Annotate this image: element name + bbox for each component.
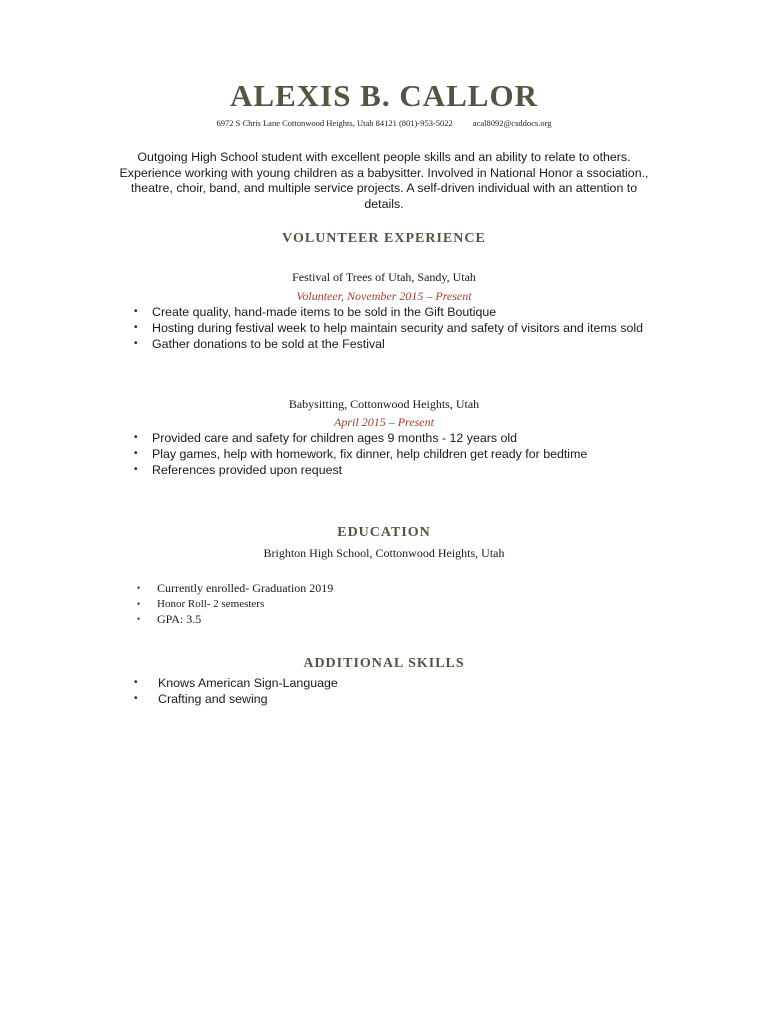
volunteer-heading: VOLUNTEER EXPERIENCE [282, 231, 486, 246]
contact-address: 6972 S Chris Lane Cottonwood Heights, Utah 84121 (801)-953-5022 [216, 118, 453, 128]
list-item-text: GPA: 3.5 [157, 612, 202, 626]
list-item [132, 336, 692, 352]
list-item [132, 430, 692, 446]
list-item [132, 320, 692, 336]
volunteer-bullet-list [132, 304, 692, 352]
list-item-text: Provided care and safety for children ages 9 months - 12 years old [152, 431, 518, 445]
list-item-text: Hosting during festival week to help maintain security and safety of visitors and items sold [152, 321, 644, 335]
list-item-text: Gather donations to be sold at the Festival [152, 337, 385, 351]
bullet-icon: • [134, 677, 138, 688]
list-item-text: Create quality, hand-made items to be sold in the Gift Boutique [152, 305, 497, 319]
list-item-text: Play games, help with homework, fix dinner, help children get ready for bedtime [152, 447, 588, 461]
list-item [132, 304, 692, 320]
entry-date: April 2015 – Present [334, 415, 434, 429]
list-item [132, 675, 338, 691]
list-item-text: Knows American Sign-Language [158, 676, 338, 690]
bullet-icon: • [134, 432, 138, 443]
volunteer-bullet-list [132, 430, 692, 478]
entry-title: Festival of Trees of Utah, Sandy, Utah [292, 270, 476, 284]
contact-line [0, 118, 768, 128]
skills-heading: ADDITIONAL SKILLS [303, 656, 465, 671]
resume-name: ALEXIS B. CALLOR [230, 78, 538, 113]
list-item-text: References provided upon request [152, 463, 343, 477]
contact-email: acal8092@csddocs.org [472, 118, 552, 128]
summary-paragraph: Outgoing High School student with excellent people skills and an ability to relate to others. Experience working with young children as a babysitter. Involved in National Honor a ssociation., theatre, choir, band, and multiple service projects. A self-driven individual with an attention to details. [119, 150, 649, 211]
list-item [136, 597, 333, 613]
bullet-icon: • [137, 614, 141, 624]
entry-title: Babysitting, Cottonwood Heights, Utah [288, 397, 480, 411]
entry-date: Volunteer, November 2015 – Present [296, 289, 472, 303]
list-item [136, 581, 333, 597]
bullet-icon: • [134, 322, 138, 333]
list-item-text: Crafting and sewing [158, 692, 268, 706]
list-item [132, 691, 338, 707]
list-item [136, 612, 333, 628]
bullet-icon: • [134, 306, 138, 317]
bullet-icon: • [134, 338, 138, 349]
bullet-icon: • [137, 598, 141, 609]
school-title: Brighton High School, Cottonwood Heights, Utah [263, 546, 505, 560]
bullet-icon: • [134, 693, 138, 704]
bullet-icon: • [137, 583, 141, 593]
list-item [132, 446, 692, 462]
list-item-text: Honor Roll- 2 semesters [157, 597, 265, 610]
education-heading: EDUCATION [337, 525, 431, 540]
list-item [132, 462, 692, 478]
list-item-text: Currently enrolled- Graduation 2019 [157, 581, 334, 595]
bullet-icon: • [134, 448, 138, 459]
bullet-icon: • [134, 464, 138, 475]
skills-list [132, 675, 338, 707]
education-bullet-list [136, 581, 333, 628]
